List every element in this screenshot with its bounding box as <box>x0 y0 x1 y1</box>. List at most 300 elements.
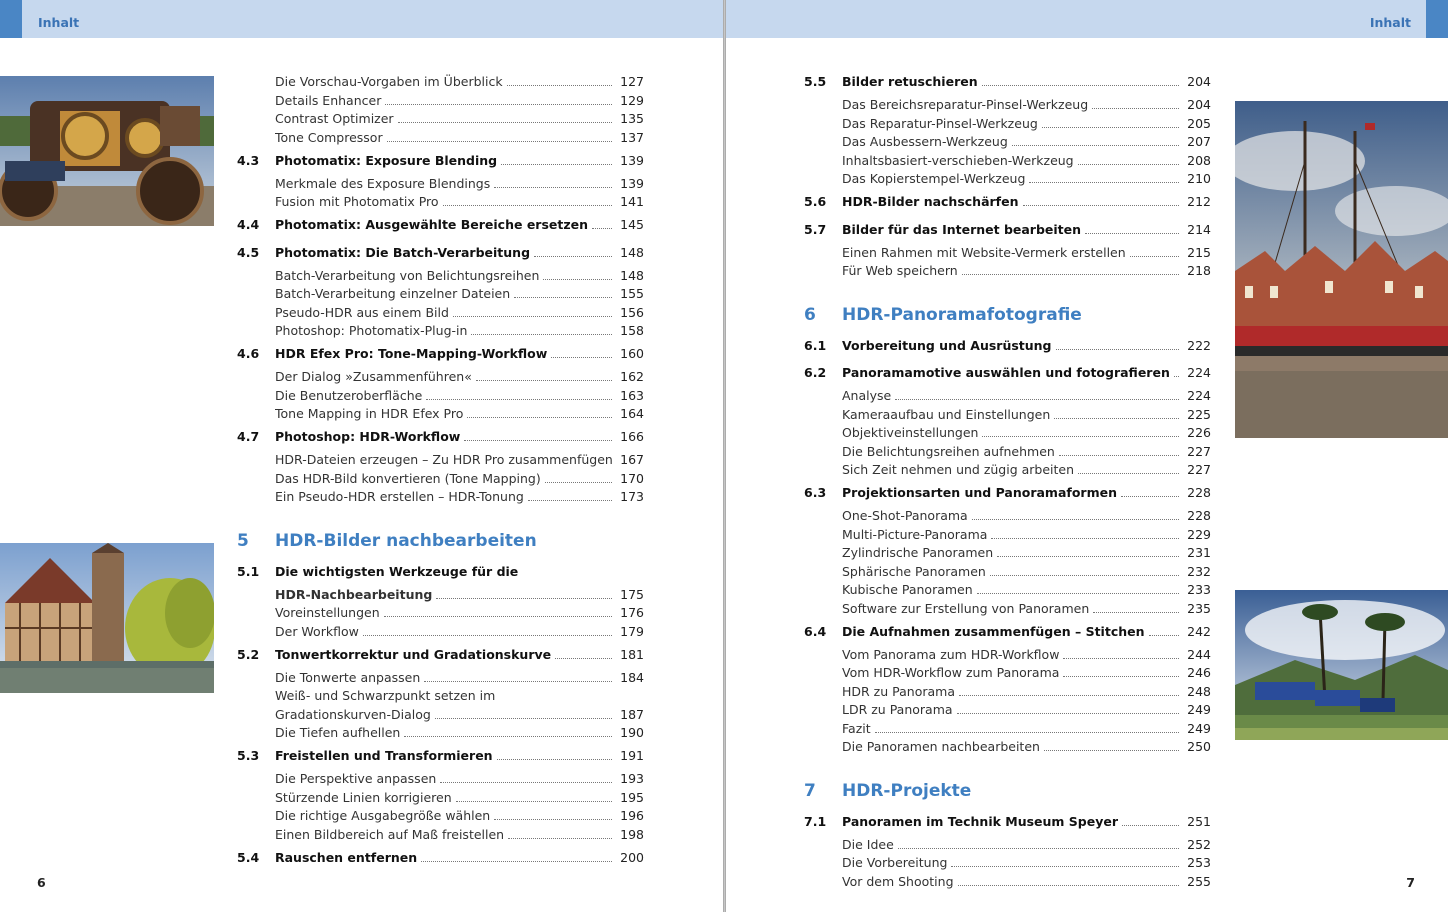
toc-subentry <box>237 73 644 91</box>
dot-leader <box>384 604 612 617</box>
toc-entry <box>275 322 616 340</box>
toc-section-entry <box>237 244 644 262</box>
toc-entry-label: Die Belichtungsreihen aufnehmen <box>842 443 1055 459</box>
toc-page-number: 242 <box>1187 623 1211 639</box>
toc-entry-label: Einen Rahmen mit Website-Vermerk erstellen <box>842 244 1126 260</box>
toc-entry <box>275 428 616 446</box>
toc-entry-label: Die Idee <box>842 836 894 852</box>
dot-leader <box>1059 443 1179 456</box>
section-number: 5.1 <box>237 563 260 579</box>
toc-entry <box>275 789 616 807</box>
toc-entry-label: Photoshop: HDR-Workflow <box>275 429 461 444</box>
toc-subentry <box>237 129 644 147</box>
toc-right <box>804 73 1211 889</box>
dot-leader <box>424 669 612 682</box>
dot-leader <box>545 470 612 483</box>
half-timbered-house-photo <box>0 543 214 693</box>
section-number: 5.2 <box>237 646 260 662</box>
dot-leader <box>959 683 1179 696</box>
toc-entry <box>275 345 616 363</box>
toc-entry-label: Vor dem Shooting <box>842 873 954 889</box>
toc-entry <box>275 129 616 147</box>
toc-entry-label: Kubische Panoramen <box>842 582 973 597</box>
toc-entry-label: Tone Compressor <box>275 129 383 145</box>
dot-leader <box>991 526 1179 539</box>
toc-entry-label: Vorbereitung und Ausrüstung <box>842 337 1052 353</box>
dot-leader <box>1149 623 1179 636</box>
toc-page-number: 249 <box>1187 720 1211 736</box>
dot-leader <box>977 581 1179 594</box>
toc-entry <box>842 701 1183 719</box>
toc-entry <box>842 836 1183 854</box>
toc-page-number: 204 <box>1187 74 1211 89</box>
toc-page-number: 129 <box>620 92 644 108</box>
toc-page-number: 187 <box>620 706 644 722</box>
toc-entry-label: Sphärische Panoramen <box>842 563 986 579</box>
toc-page-number: 253 <box>1187 855 1211 870</box>
toc-subentry <box>804 262 1211 280</box>
toc-page-number: 231 <box>1187 545 1211 560</box>
toc-subentry <box>237 770 644 788</box>
toc-subentry <box>237 826 644 844</box>
dot-leader <box>972 507 1179 520</box>
toc-entry-label: Contrast Optimizer <box>275 111 394 126</box>
dot-leader <box>990 563 1179 576</box>
dot-leader <box>534 244 612 257</box>
toc-subentry <box>237 669 644 687</box>
dot-leader <box>1063 664 1179 677</box>
toc-entry-label: Merkmale des Exposure Blendings <box>275 175 491 191</box>
toc-entry-label: Panoramen im Technik Museum Speyer <box>842 813 1119 829</box>
toc-entry <box>842 854 1183 872</box>
toc-subentry <box>237 387 644 405</box>
toc-subentry <box>804 115 1211 133</box>
toc-entry-label: Tone Mapping in HDR Efex Pro <box>275 406 464 421</box>
dot-leader <box>436 586 612 599</box>
toc-entry-label: Pseudo-HDR aus einem Bild <box>275 304 449 320</box>
toc-section-entry <box>237 428 644 446</box>
dot-leader <box>997 544 1179 557</box>
toc-entry <box>275 244 616 262</box>
toc-subentry <box>237 623 644 641</box>
toc-entry <box>275 470 616 488</box>
dot-leader <box>1063 646 1179 659</box>
toc-entry <box>842 387 1183 405</box>
toc-entry <box>842 262 1183 280</box>
section-number: 4.3 <box>237 152 260 168</box>
toc-entry <box>842 563 1183 581</box>
dot-leader <box>543 267 612 280</box>
toc-subentry <box>804 424 1211 442</box>
toc-entry <box>842 873 1183 891</box>
header-title: Inhalt <box>1369 15 1411 30</box>
toc-entry <box>275 110 616 128</box>
toc-entry-label: Das HDR-Bild konvertieren (Tone Mapping) <box>275 470 541 486</box>
dot-leader <box>508 826 612 839</box>
toc-subentry <box>804 96 1211 114</box>
toc-page-number: 244 <box>1187 646 1211 662</box>
toc-page-number: 204 <box>1187 97 1211 112</box>
toc-page-number: 251 <box>1187 813 1211 829</box>
dot-leader <box>528 488 612 501</box>
toc-page-number: 214 <box>1187 221 1211 237</box>
toc-page-number: 166 <box>620 429 644 444</box>
toc-entry-label: Batch-Verarbeitung einzelner Dateien <box>275 286 511 301</box>
page-number: 6 <box>37 875 46 890</box>
header-title: Inhalt <box>38 15 80 30</box>
toc-subentry <box>804 600 1211 618</box>
toc-subentry <box>804 544 1211 562</box>
toc-entry-label: Fusion mit Photomatix Pro <box>275 194 439 209</box>
toc-subentry <box>237 687 644 705</box>
dot-leader <box>1056 337 1179 350</box>
harbour-ship-photo <box>1235 101 1448 438</box>
dot-leader <box>1078 152 1179 165</box>
mountain-train-photo <box>1235 590 1448 740</box>
toc-entry-label: Die Perspektive anpassen <box>275 771 437 786</box>
dot-leader <box>1078 461 1179 474</box>
toc-entry-label: Der Workflow <box>275 623 359 639</box>
toc-page-number: 127 <box>620 74 644 89</box>
dot-leader <box>426 387 612 400</box>
toc-page-number: 167 <box>620 452 644 467</box>
toc-page-number: 200 <box>620 849 644 865</box>
toc-subentry <box>237 285 644 303</box>
toc-entry <box>842 581 1183 599</box>
toc-page-number: 205 <box>1187 115 1211 131</box>
toc-subentry <box>237 451 644 469</box>
dot-leader <box>443 193 612 206</box>
section-number: 6.2 <box>804 365 827 380</box>
toc-section-entry <box>804 364 1211 382</box>
toc-subentry <box>237 267 644 285</box>
toc-section-entry <box>804 337 1211 355</box>
toc-section-entry <box>804 813 1211 831</box>
dot-leader <box>385 92 612 105</box>
toc-section-entry <box>237 747 644 765</box>
toc-entry <box>275 563 616 581</box>
toc-entry-label: Ein Pseudo-HDR erstellen – HDR-Tonung <box>275 489 524 504</box>
toc-entry <box>842 244 1183 262</box>
toc-subentry <box>237 488 644 506</box>
toc-page-number: 225 <box>1187 406 1211 422</box>
toc-page-number: 252 <box>1187 836 1211 852</box>
dot-leader <box>592 216 612 229</box>
toc-page-number: 173 <box>620 489 644 504</box>
toc-entry <box>842 600 1183 618</box>
toc-entry-label: Kameraaufbau und Einstellungen <box>842 406 1051 422</box>
toc-subentry <box>804 152 1211 170</box>
dot-leader <box>895 387 1179 400</box>
toc-entry <box>842 507 1183 525</box>
toc-page-number: 222 <box>1187 337 1211 353</box>
toc-page-number: 233 <box>1187 582 1211 597</box>
section-number: 7.1 <box>804 813 827 829</box>
toc-subentry <box>237 470 644 488</box>
dot-leader <box>962 262 1179 275</box>
toc-page-number: 137 <box>620 129 644 145</box>
dot-leader <box>497 747 612 760</box>
chapter-title: HDR-Bilder nachbearbeiten <box>275 530 537 551</box>
toc-entry <box>275 368 616 386</box>
toc-entry-label: Voreinstellungen <box>275 605 380 620</box>
toc-subentry <box>804 873 1211 891</box>
toc-entry <box>275 405 616 423</box>
dot-leader <box>453 304 612 317</box>
toc-entry <box>275 623 616 641</box>
toc-entry <box>842 337 1183 355</box>
dot-leader <box>1085 221 1179 234</box>
toc-entry-label: HDR Efex Pro: Tone-Mapping-Workflow <box>275 346 548 361</box>
section-number: 5.7 <box>804 221 827 237</box>
toc-page-number: 248 <box>1187 683 1211 699</box>
toc-entry <box>842 461 1183 479</box>
dot-leader <box>1023 193 1180 206</box>
dot-leader <box>1121 484 1179 497</box>
toc-entry-label: Die Benutzeroberfläche <box>275 387 423 403</box>
toc-entry <box>275 92 616 110</box>
toc-entry <box>842 96 1183 114</box>
toc-page-number: 210 <box>1187 171 1211 186</box>
dot-leader <box>1130 244 1179 257</box>
toc-entry <box>275 604 616 622</box>
dot-leader <box>363 623 612 636</box>
toc-entry-label: Einen Bildbereich auf Maß freistellen <box>275 826 505 842</box>
toc-page-number: 190 <box>620 725 644 740</box>
toc-entry-label: Zylindrische Panoramen <box>842 545 994 560</box>
toc-entry <box>842 133 1183 151</box>
toc-page-number: 176 <box>620 605 644 620</box>
toc-subentry <box>804 563 1211 581</box>
toc-entry <box>275 152 616 170</box>
toc-subentry <box>804 683 1211 701</box>
dot-leader <box>982 424 1179 437</box>
header-accent-bar <box>1426 0 1448 38</box>
toc-entry <box>842 813 1183 831</box>
chapter-heading <box>237 529 644 553</box>
toc-subentry <box>804 406 1211 424</box>
toc-page-number: 141 <box>620 194 644 209</box>
toc-page-number: 226 <box>1187 425 1211 440</box>
toc-entry <box>275 669 616 687</box>
toc-entry <box>275 586 616 604</box>
toc-subentry <box>804 720 1211 738</box>
dot-leader <box>514 285 612 298</box>
section-number: 4.4 <box>237 217 260 232</box>
dot-leader <box>435 706 612 719</box>
section-number: 6.3 <box>804 485 827 500</box>
toc-page-number: 139 <box>620 175 644 191</box>
toc-entry <box>275 724 616 742</box>
toc-entry <box>842 73 1183 91</box>
toc-page-number: 193 <box>620 771 644 786</box>
toc-subentry <box>804 387 1211 405</box>
toc-entry-label: Gradationskurven-Dialog <box>275 706 431 722</box>
toc-subentry <box>804 581 1211 599</box>
dot-leader <box>1174 364 1179 377</box>
toc-entry-label: Photomatix: Exposure Blending <box>275 152 498 168</box>
section-number: 5.3 <box>237 748 260 763</box>
toc-entry-label: Sich Zeit nehmen und zügig arbeiten <box>842 462 1075 477</box>
dot-leader <box>1054 406 1179 419</box>
toc-subentry <box>804 646 1211 664</box>
toc-subentry <box>237 304 644 322</box>
toc-subentry <box>804 443 1211 461</box>
dot-leader <box>467 405 612 418</box>
toc-entry-label: HDR-Dateien erzeugen – Zu HDR Pro zusammenfügen <box>275 452 613 467</box>
toc-entry <box>275 488 616 506</box>
dot-leader <box>440 770 612 783</box>
dot-leader <box>1029 170 1179 183</box>
toc-page-number: 160 <box>620 346 644 361</box>
toc-entry-label: Die richtige Ausgabegröße wählen <box>275 808 491 823</box>
toc-entry-label: Vom HDR-Workflow zum Panorama <box>842 665 1060 680</box>
toc-entry-label: Photomatix: Die Batch-Verarbeitung <box>275 244 531 260</box>
toc-entry <box>275 451 616 469</box>
dot-leader <box>1093 600 1179 613</box>
vintage-car-photo <box>0 76 214 226</box>
toc-entry <box>842 646 1183 664</box>
toc-entry-label: Projektionsarten und Panoramaformen <box>842 485 1117 500</box>
toc-subentry <box>237 322 644 340</box>
toc-entry <box>842 623 1183 641</box>
toc-entry <box>275 687 616 705</box>
toc-entry <box>275 849 616 867</box>
dot-leader <box>982 73 1179 86</box>
dot-leader <box>1122 813 1179 826</box>
toc-page-number: 228 <box>1187 508 1211 523</box>
section-number: 4.5 <box>237 244 260 260</box>
toc-entry <box>275 193 616 211</box>
toc-page-number: 195 <box>620 789 644 805</box>
toc-page-number: 207 <box>1187 134 1211 149</box>
toc-page-number: 156 <box>620 304 644 320</box>
right-page <box>726 0 1448 912</box>
toc-page-number: 155 <box>620 286 644 301</box>
toc-section-entry <box>237 586 644 604</box>
toc-subentry <box>237 724 644 742</box>
dot-leader <box>494 175 612 188</box>
toc-subentry <box>804 170 1211 188</box>
toc-subentry <box>804 244 1211 262</box>
dot-leader <box>507 73 612 86</box>
toc-entry-label: Details Enhancer <box>275 92 382 108</box>
toc-entry <box>842 526 1183 544</box>
toc-page-number: 135 <box>620 111 644 126</box>
chapter-number: 6 <box>804 304 816 325</box>
toc-subentry <box>804 701 1211 719</box>
toc-entry-label: Rauschen entfernen <box>275 849 418 865</box>
dot-leader <box>875 720 1179 733</box>
toc-entry-label: Für Web speichern <box>842 263 958 278</box>
toc-entry-label: Weiß- und Schwarzpunkt setzen im <box>275 688 496 703</box>
toc-entry <box>842 738 1183 756</box>
toc-section-entry <box>237 345 644 363</box>
page-header <box>726 0 1448 38</box>
toc-entry-label: Die Vorschau-Vorgaben im Überblick <box>275 74 503 89</box>
toc-page-number: 198 <box>620 826 644 842</box>
toc-section-entry <box>804 484 1211 502</box>
section-number: 5.6 <box>804 194 827 209</box>
toc-entry-label: HDR zu Panorama <box>842 683 955 699</box>
dot-leader <box>501 152 612 165</box>
chapter-number: 7 <box>804 780 816 801</box>
toc-section-entry <box>804 623 1211 641</box>
toc-page-number: 208 <box>1187 152 1211 168</box>
page-header <box>0 0 723 38</box>
toc-page-number: 249 <box>1187 702 1211 717</box>
toc-entry <box>842 115 1183 133</box>
toc-entry-label: Die Vorbereitung <box>842 855 948 870</box>
dot-leader <box>555 646 612 659</box>
toc-page-number: 224 <box>1187 365 1211 380</box>
section-number: 5.4 <box>237 849 260 865</box>
toc-entry <box>275 73 616 91</box>
dot-leader <box>421 849 612 862</box>
dot-leader <box>404 724 612 737</box>
chapter-title: HDR-Projekte <box>842 780 972 801</box>
toc-subentry <box>804 836 1211 854</box>
toc-entry <box>842 683 1183 701</box>
dot-leader <box>464 428 612 441</box>
toc-entry <box>842 406 1183 424</box>
toc-entry-label: One-Shot-Panorama <box>842 508 968 523</box>
toc-page-number: 227 <box>1187 443 1211 459</box>
toc-entry-label: Die Tiefen aufhellen <box>275 725 401 740</box>
toc-page-number: 181 <box>620 646 644 662</box>
toc-subentry <box>237 706 644 724</box>
dot-leader <box>951 854 1179 867</box>
toc-entry-label: Stürzende Linien korrigieren <box>275 789 452 805</box>
toc-page-number: 175 <box>620 586 644 602</box>
toc-entry-label: Software zur Erstellung von Panoramen <box>842 600 1090 616</box>
toc-subentry <box>237 807 644 825</box>
section-number: 6.4 <box>804 623 827 639</box>
toc-subentry <box>804 526 1211 544</box>
toc-entry <box>275 770 616 788</box>
toc-entry-label: Bilder für das Internet bearbeiten <box>842 221 1082 237</box>
toc-page-number: 228 <box>1187 485 1211 500</box>
toc-subentry <box>237 604 644 622</box>
toc-subentry <box>237 110 644 128</box>
toc-entry <box>275 267 616 285</box>
toc-entry-label: HDR-Bilder nachschärfen <box>842 194 1019 209</box>
toc-subentry <box>237 405 644 423</box>
toc-entry <box>275 304 616 322</box>
toc-entry <box>842 170 1183 188</box>
toc-entry-label: Bilder retuschieren <box>842 74 978 89</box>
toc-page-number: 232 <box>1187 563 1211 579</box>
dot-leader <box>1044 738 1179 751</box>
toc-entry-label: Photomatix: Ausgewählte Bereiche ersetzen <box>275 217 589 232</box>
toc-entry <box>842 664 1183 682</box>
left-page <box>0 0 723 912</box>
toc-entry-label: Fazit <box>842 720 871 736</box>
toc-entry <box>275 285 616 303</box>
toc-page-number: 163 <box>620 387 644 403</box>
dot-leader <box>494 807 612 820</box>
toc-page-number: 250 <box>1187 739 1211 754</box>
dot-leader <box>898 836 1179 849</box>
toc-page-number: 179 <box>620 623 644 639</box>
chapter-title: HDR-Panoramafotografie <box>842 304 1082 325</box>
toc-page-number: 218 <box>1187 263 1211 278</box>
toc-page-number: 191 <box>620 748 644 763</box>
toc-entry <box>842 364 1183 382</box>
dot-leader <box>1092 96 1179 109</box>
toc-page-number: 255 <box>1187 873 1211 889</box>
toc-subentry <box>804 854 1211 872</box>
